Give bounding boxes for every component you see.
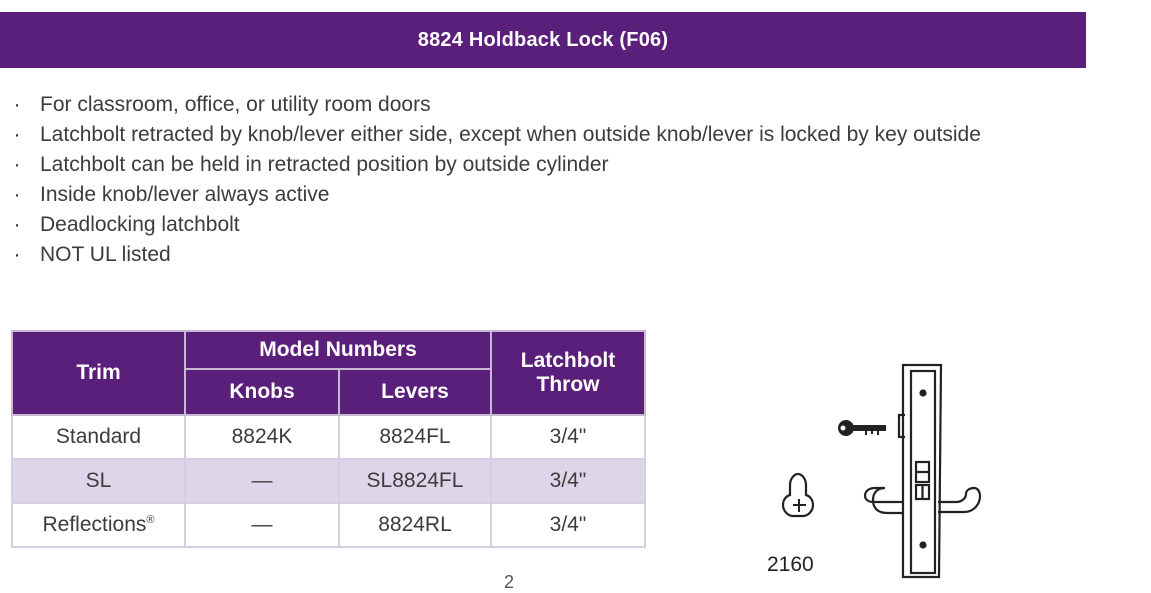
cell-levers: 8824RL: [339, 503, 491, 547]
page-title-banner: [0, 12, 1086, 68]
cell-knobs: —: [185, 503, 339, 547]
lock-diagram: [760, 355, 990, 584]
feature-item: · Latchbolt retracted by knob/lever either side, except when outside knob/lever is locked by key outside: [12, 120, 1042, 150]
cell-throw: 3/4": [491, 459, 645, 503]
table-row: [12, 459, 645, 503]
cell-trim: SL: [12, 459, 185, 503]
lever-handle-icon: [865, 488, 903, 513]
table-row: [12, 503, 645, 547]
feature-item: · Latchbolt can be held in retracted position by outside cylinder: [12, 150, 1042, 180]
feature-item: · NOT UL listed: [12, 240, 1042, 270]
page-number-fragment: 2: [504, 572, 515, 592]
cylinder-model-label: 2160: [767, 553, 814, 576]
header-trim: Trim: [12, 331, 185, 415]
bullet-icon: ·: [13, 123, 21, 146]
header-model-numbers: Model Numbers: [185, 331, 491, 369]
header-latchbolt-throw: Latchbolt Throw: [491, 331, 645, 415]
feature-item: · Deadlocking latchbolt: [12, 210, 1042, 240]
feature-item: · Inside knob/lever always active: [12, 180, 1042, 210]
cell-trim: Standard: [12, 415, 185, 459]
feature-item: · For classroom, office, or utility room doors: [12, 90, 1042, 120]
cell-levers: 8824FL: [339, 415, 491, 459]
cylinder-icon: [783, 474, 813, 516]
feature-list: [12, 90, 1042, 270]
header-knobs: Knobs: [185, 369, 339, 415]
bullet-icon: ·: [13, 153, 21, 176]
cell-throw: 3/4": [491, 503, 645, 547]
table-row: [12, 415, 645, 459]
cell-throw: 3/4": [491, 415, 645, 459]
registered-mark: ®: [146, 514, 155, 526]
bullet-icon: ·: [13, 243, 21, 266]
bullet-icon: ·: [13, 183, 21, 206]
cell-trim: Reflections®: [12, 503, 185, 547]
page-title: 8824 Holdback Lock (F06): [417, 28, 669, 51]
key-icon: [838, 420, 886, 436]
mortise-lock-icon: [899, 365, 941, 577]
lever-handle-icon: [938, 488, 980, 512]
cell-levers: SL8824FL: [339, 459, 491, 503]
header-levers: Levers: [339, 369, 491, 415]
bullet-icon: ·: [13, 213, 21, 236]
cell-knobs: 8824K: [185, 415, 339, 459]
model-numbers-table: [11, 330, 646, 548]
bullet-icon: ·: [13, 93, 21, 116]
cell-knobs: —: [185, 459, 339, 503]
